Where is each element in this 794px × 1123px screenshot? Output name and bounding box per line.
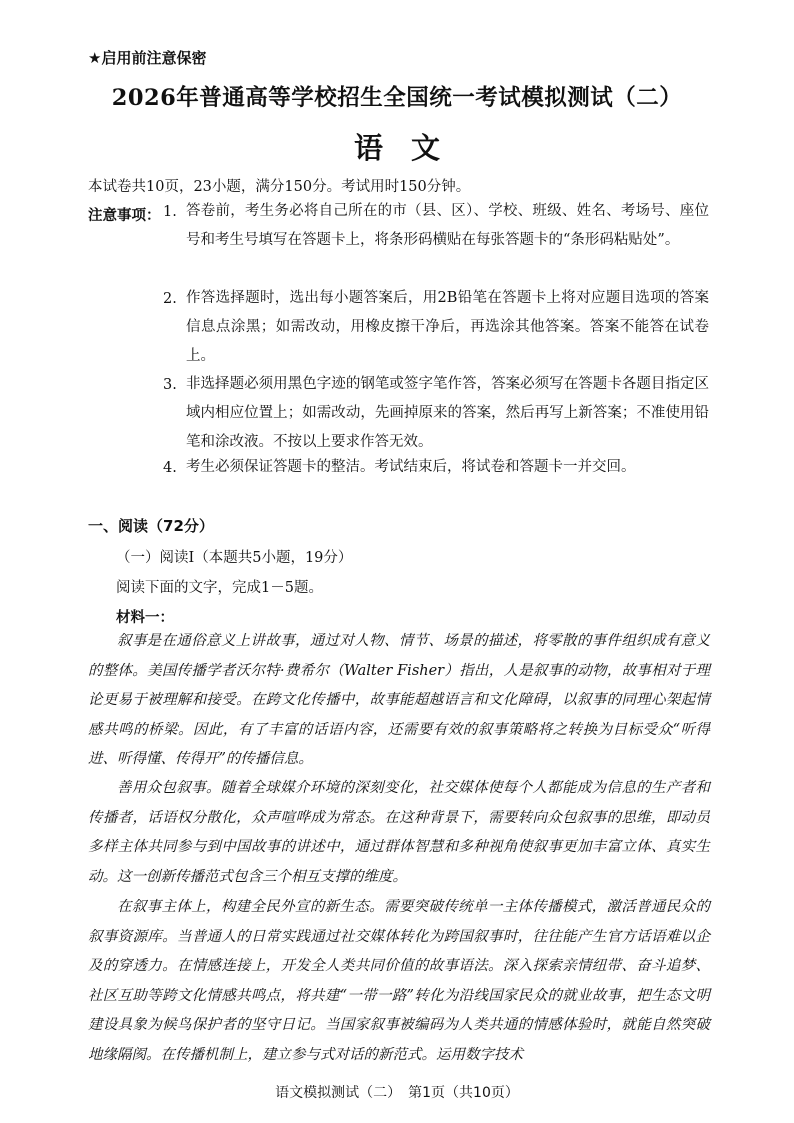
notice-label: 注意事项： [88, 208, 161, 224]
section-heading: 一、阅读（72分） [88, 517, 214, 535]
reading-instruction: 阅读下面的文字，完成1－5题。 [116, 580, 323, 596]
subsection-heading: （一）阅读Ⅰ（本题共5小题，19分） [116, 550, 353, 566]
material-label: 材料一： [116, 610, 174, 626]
exam-title: 2026年普通高等学校招生全国统一考试模拟测试（二） [111, 85, 683, 111]
exam-intro: 本试卷共10页，23小题，满分150分。考试用时150分钟。 [88, 179, 471, 195]
subject-title: 语文 [353, 131, 468, 165]
paragraph-3: 在叙事主体上，构建全民外宣的新生态。需要突破传统单一主体传播模式，激活普通民众的叙事资源库。当普通人的日常实践通过社交媒体转化为跨国叙事时，往往能产生官方话语难以企及的穿透力。在情感连接上，开发全人类共同价值的故事语法。深入探索亲情纽带、奋斗追梦、社区互助等跨文化情感共鸣点，将共建“一带一路”转化为沿线国家民众的就业故事，把生态文明建设具象为候鸟保护者的坚守日记。当国家叙事被编码为人类共通的情感体验时，就能自然突破地缘隔阂。在传播机制上，建立参与式对话的新范式。运用数字技术 [88, 899, 710, 1063]
confidential-notice: ★启用前注意保密 [88, 49, 207, 67]
paragraph-2: 善用众包叙事。随着全球媒介环境的深刻变化，社交媒体使每个人都能成为信息的生产者和传播者，话语权分散化，众声喧哗成为常态。在这种背景下，需要转向众包叙事的思维，即动员多样主体共同参与到中国故事的讲述中，通过群体智慧和多种视角使叙事更加丰富立体、真实生动。这一创新传播范式包含三个相互支撑的维度。 [88, 780, 710, 885]
notice-item-2-text: 作答选择题时，选出每小题答案后，用2B铅笔在答题卡上将对应题目选项的答案信息点涂黑；如需改动，用橡皮擦干净后，再选涂其他答案。答案不能答在试卷上。 [186, 290, 709, 364]
notice-item-1-number: 1. [163, 204, 177, 220]
notice-item-3-number: 3. [163, 377, 177, 393]
notice-item-1-text: 答卷前，考生务必将自己所在的市（县、区）、学校、班级、姓名、考场号、座位号和考生号填写在答题卡上，将条形码横贴在每张答题卡的“条形码粘贴处”。 [186, 203, 709, 248]
notice-item-4-number: 4. [163, 460, 177, 476]
paragraph-1: 叙事是在通俗意义上讲故事，通过对人物、情节、场景的描述，将零散的事件组织成有意义的整体。美国传播学者沃尔特·费希尔（Walter Fisher）指出，人是叙事的动物，故事相对于理论更易于被理解和接受。在跨文化传播中，故事能超越语言和文化障碍，以叙事的同理心架起情感共鸣的桥梁。因此，有了丰富的话语内容，还需要有效的叙事策略将之转换为目标受众“听得进、听得懂、传得开”的传播信息。 [88, 633, 710, 767]
notice-item-3-text: 非选择题必须用黑色字迹的钢笔或签字笔作答，答案必须写在答题卡各题目指定区域内相应位置上；如需改动，先画掉原来的答案，然后再写上新答案；不准使用铅笔和涂改液。不按以上要求作答无效。 [186, 376, 709, 450]
notice-item-2-number: 2. [163, 291, 177, 307]
notice-item-4-text: 考生必须保证答题卡的整洁。考试结束后，将试卷和答题卡一并交回。 [186, 459, 636, 475]
page-footer: 语文模拟测试（二） 第1页（共10页） [275, 1085, 519, 1101]
